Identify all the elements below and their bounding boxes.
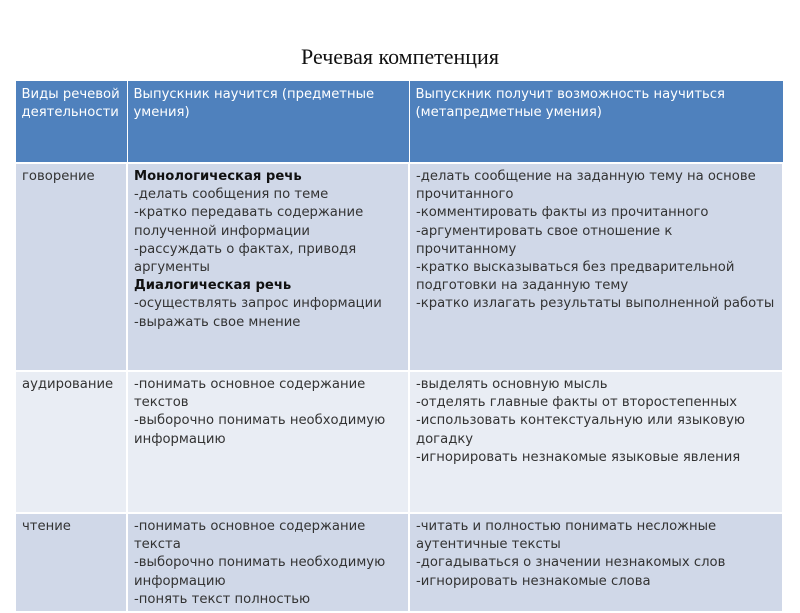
list-item: -игнорировать незнакомые языковые явления xyxy=(416,449,741,465)
will-learn-cell xyxy=(127,163,409,371)
list-item: -кратко излагать результаты выполненной работы xyxy=(416,296,775,312)
will-learn-cell xyxy=(127,371,409,513)
list-item: -кратко передавать содержание полученной информации xyxy=(134,205,364,239)
list-item: -понять текст полностью xyxy=(134,591,311,607)
table-row xyxy=(15,163,783,371)
opportunity-cell xyxy=(409,371,783,513)
list-item: -осуществлять запрос информации xyxy=(134,296,382,312)
list-item: -выборочно понимать необходимую информацию xyxy=(134,555,386,589)
list-item: -выделять основную мысль xyxy=(416,377,608,392)
activity-type-cell: аудирование xyxy=(15,371,127,513)
list-item: -выборочно понимать необходимую информацию xyxy=(134,413,386,447)
list-item: -аргументировать свое отношение к прочитанному xyxy=(416,223,673,257)
header-opportunity-title: Выпускник получит возможность научиться xyxy=(415,87,725,102)
header-opportunity-subtitle: (метапредметные умения) xyxy=(415,105,602,121)
list-item: -комментировать факты из прочитанного xyxy=(416,205,709,221)
competence-table xyxy=(14,80,784,613)
list-item: -отделять главные факты от второстепенных xyxy=(416,395,738,411)
page-title: Речевая компетенция xyxy=(301,44,499,69)
opportunity-cell xyxy=(409,163,783,371)
list-item: -кратко высказываться без предварительной подготовки на заданную тему xyxy=(416,260,735,294)
header-opportunity xyxy=(409,81,783,164)
header-will-learn: Выпускник научится (предметные умения) xyxy=(127,81,409,164)
activity-type-cell: чтение xyxy=(15,513,127,612)
list-item: -читать и полностью понимать несложные аутентичные тексты xyxy=(416,519,717,553)
list-item: -понимать основное содержание текста xyxy=(134,519,366,553)
list-item: -игнорировать незнакомые слова xyxy=(416,573,651,589)
list-item: -рассуждать о фактах, приводя аргументы xyxy=(134,241,357,276)
header-activity-type: Виды речевой деятельности xyxy=(15,81,127,164)
list-item: -использовать контекстуальную или языковую догадку xyxy=(416,413,746,447)
list-item: Диалогическая речь xyxy=(134,278,292,294)
list-item: -понимать основное содержание текстов xyxy=(134,377,366,411)
table-header-row xyxy=(15,81,783,164)
list-item: Монологическая речь xyxy=(134,169,302,184)
list-item: -догадываться о значении незнакомых слов xyxy=(416,555,726,571)
opportunity-cell xyxy=(409,513,783,612)
list-item: -делать сообщение на заданную тему на основе прочитанного xyxy=(416,169,756,203)
list-item: -делать сообщения по теме xyxy=(134,187,329,203)
list-item: -выражать свое мнение xyxy=(134,314,301,330)
table-row xyxy=(15,371,783,513)
will-learn-cell xyxy=(127,513,409,612)
activity-type-cell: говорение xyxy=(15,163,127,371)
table-row xyxy=(15,513,783,612)
